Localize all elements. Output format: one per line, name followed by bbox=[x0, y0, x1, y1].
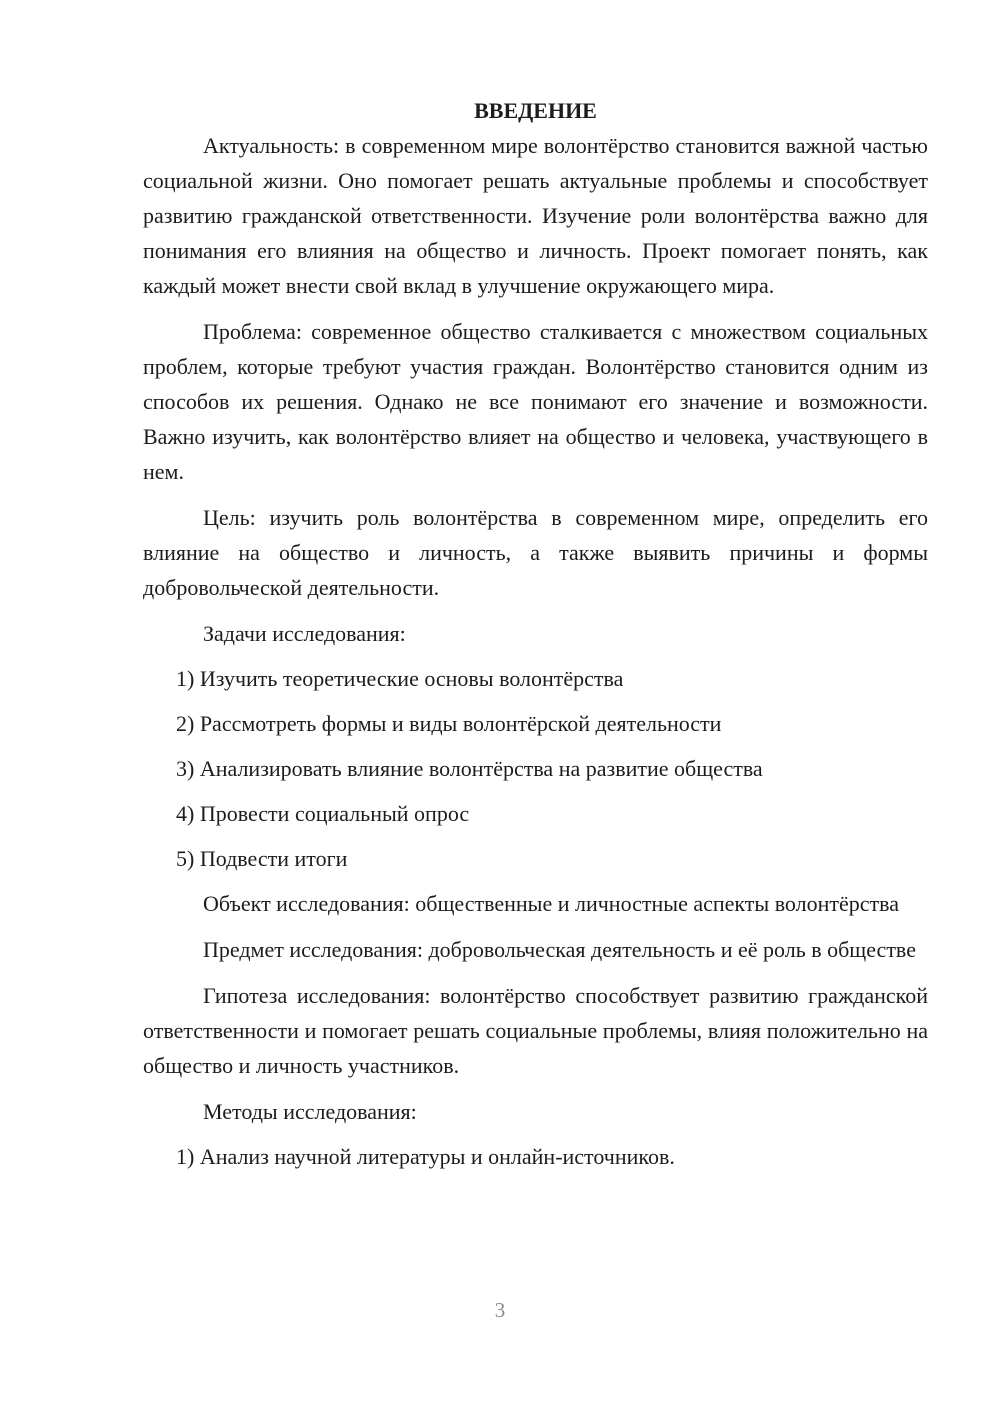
list-item: 1) Изучить теоретические основы волонтёрства bbox=[176, 666, 624, 691]
list-item: 5) Подвести итоги bbox=[176, 846, 348, 871]
list-item: 2) Рассмотреть формы и виды волонтёрской деятельности bbox=[176, 711, 722, 736]
methods-list bbox=[143, 1139, 928, 1174]
paragraph-problem: Проблема: современное общество сталкивается с множеством социальных проблем, которые требуют участия граждан. Волонтёрство становится одним из способов их решения. Однако не все понимают его значение и возможности. Важно изучить, как волонтёрство влияет на общество и человека, участвующего в нем. bbox=[143, 319, 928, 484]
page-number: 3 bbox=[494, 1298, 506, 1322]
methods-heading: Методы исследования: bbox=[203, 1099, 417, 1124]
list-item: 4) Провести социальный опрос bbox=[176, 801, 470, 826]
paragraph-object: Объект исследования: общественные и личностные аспекты волонтёрства bbox=[203, 891, 900, 916]
page-title: ВВЕДЕНИЕ bbox=[474, 98, 597, 123]
tasks-list bbox=[143, 661, 928, 876]
paragraph-relevance: Актуальность: в современном мире волонтёрство становится важной частью социальной жизни. Оно помогает решать актуальные проблемы и способствует развитию гражданской ответственности. Изучение роли волонтёрства важно для понимания его влияния на общество и личность. Проект помогает понять, как каждый может внести свой вклад в улучшение окружающего мира. bbox=[143, 133, 928, 298]
tasks-heading: Задачи исследования: bbox=[203, 621, 406, 646]
page-content bbox=[143, 93, 928, 1174]
paragraph-hypothesis: Гипотеза исследования: волонтёрство способствует развитию гражданской ответственности и помогает решать социальные проблемы, влияя положительно на общество и личность участников. bbox=[143, 983, 928, 1078]
list-item: 3) Анализировать влияние волонтёрства на развитие общества bbox=[176, 756, 763, 781]
paragraph-subject: Предмет исследования: добровольческая деятельность и её роль в обществе bbox=[203, 937, 916, 962]
list-item: 1) Анализ научной литературы и онлайн-источников. bbox=[176, 1144, 675, 1169]
paragraph-goal: Цель: изучить роль волонтёрства в современном мире, определить его влияние на общество и личность, а также выявить причины и формы добровольческой деятельности. bbox=[143, 505, 928, 600]
